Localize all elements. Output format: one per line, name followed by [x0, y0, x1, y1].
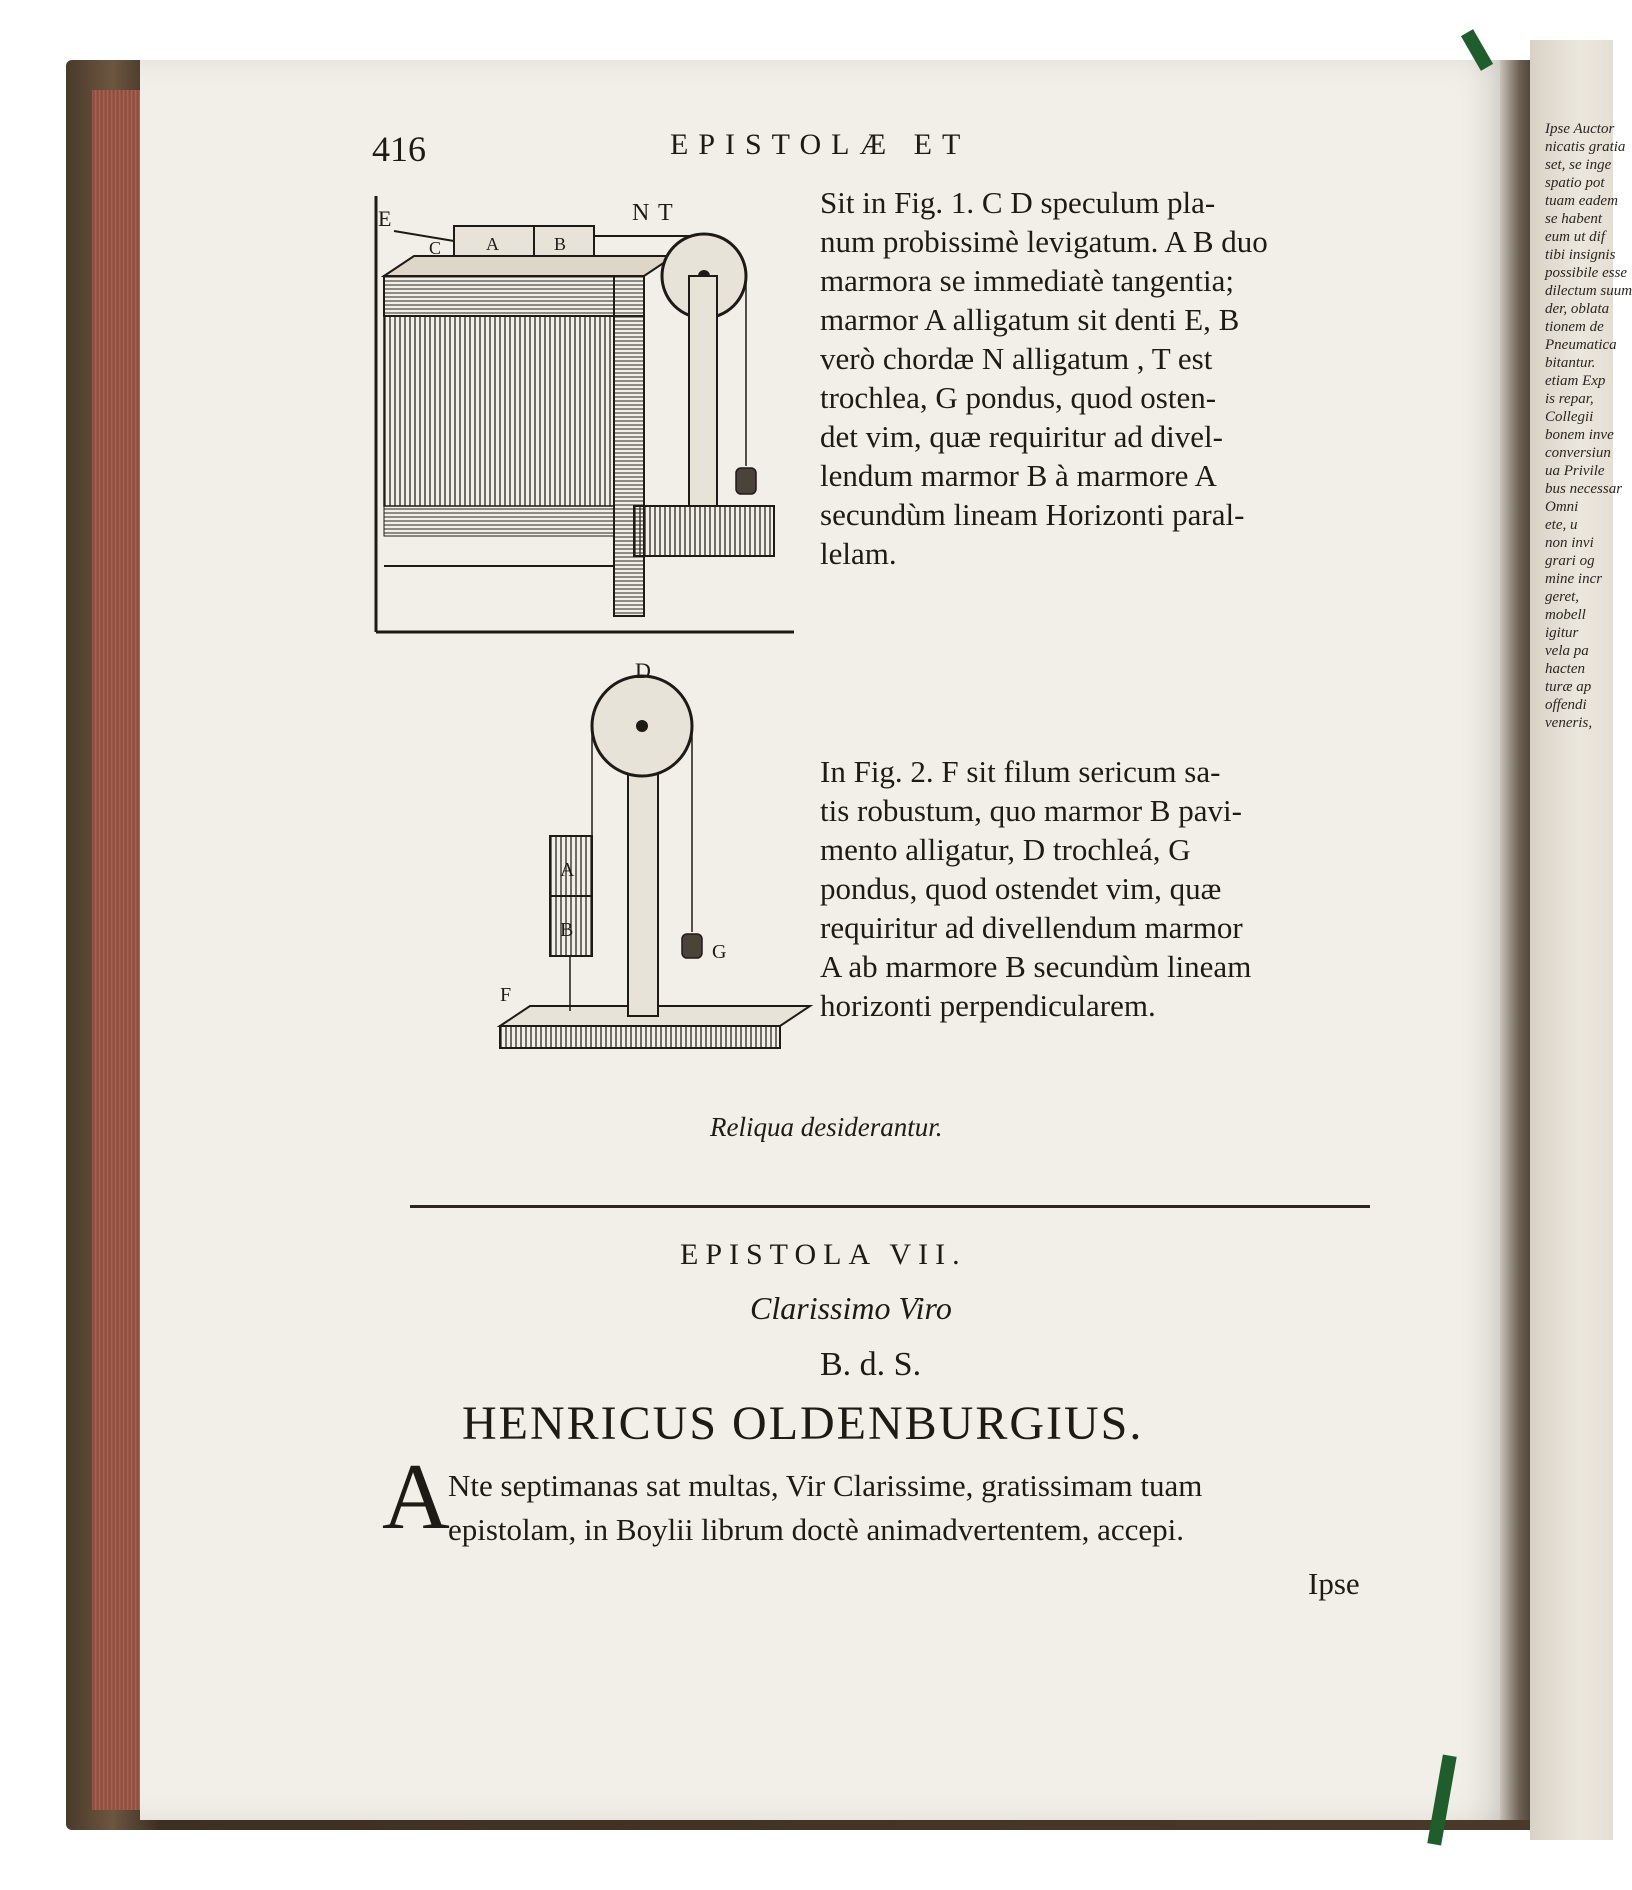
right-page-line: vela pa [1545, 643, 1589, 659]
right-page-line: tionem de [1545, 319, 1604, 335]
fig2-label-a: A [560, 859, 575, 881]
right-page-line: grari og [1545, 553, 1595, 569]
right-page-line: ete, u [1545, 517, 1578, 533]
right-page-line: se habent [1545, 211, 1603, 227]
letter-body [448, 1464, 1202, 1552]
fig1-line: marmora se immediatè tangentia; [820, 263, 1235, 298]
right-page-line: bonem inve [1545, 427, 1614, 443]
right-page-line: offendi [1545, 697, 1587, 713]
right-page-line: nicatis gratia [1545, 139, 1626, 155]
fig1-line: Sit in Fig. 1. C D speculum pla- [820, 185, 1216, 220]
right-page-line: tibi insignis [1545, 247, 1616, 263]
fig1-line: marmor A alligatum sit denti E, B [820, 302, 1240, 337]
reliqua-desiderantur: Reliqua desiderantur. [710, 1112, 943, 1142]
letter-sender: HENRICUS OLDENBURGIUS. [462, 1397, 1144, 1450]
right-page-line: bus necessar [1545, 481, 1623, 497]
fig1-label-c: C [429, 238, 442, 258]
fig1-label-e: E [378, 206, 392, 231]
right-page-line: geret, [1545, 589, 1580, 605]
right-page-text [1545, 120, 1632, 732]
right-page-line: Omni [1545, 499, 1579, 515]
right-page-line: conversiun [1545, 445, 1611, 461]
letter-recipient: B. d. S. [820, 1346, 922, 1383]
letter-salutation: Clarissimo Viro [750, 1290, 952, 1326]
fig1-line: secundùm lineam Horizonti paral- [820, 497, 1245, 532]
fig1-line: verò chordæ N alligatum , T est [820, 341, 1213, 376]
fig2-label-b: B [560, 919, 574, 941]
right-page-line: Collegii [1545, 409, 1594, 425]
right-page-line: possibile esse [1545, 265, 1628, 281]
right-page-line: ua Privile [1545, 463, 1605, 479]
fig2-line: In Fig. 2. F sit filum sericum sa- [820, 754, 1221, 789]
fig2-line: requiritur ad divellendum marmor [820, 910, 1243, 945]
fig1-line: trochlea, G pondus, quod osten- [820, 380, 1217, 415]
right-page-line: is repar, [1545, 391, 1594, 407]
right-page-line: hacten [1545, 661, 1585, 677]
right-page-line: spatio pot [1545, 175, 1605, 191]
letter-line: Nte septimanas sat multas, Vir Clarissime, gratissimam tuam [448, 1468, 1203, 1503]
fig1-label-b: B [554, 234, 567, 254]
fig2-line: A ab marmore B secundùm lineam [820, 949, 1252, 984]
right-page-line: eum ut dif [1545, 229, 1605, 245]
fig2-line: tis robustum, quo marmor B pavi- [820, 793, 1242, 828]
page-edges [92, 90, 142, 1810]
right-page-line: dilectum suum [1545, 283, 1632, 299]
fig2-line: pondus, quod ostendet vim, quæ [820, 871, 1222, 906]
right-page-line: tuam eadem [1545, 193, 1618, 209]
fig1-line: lendum marmor B à marmore A [820, 458, 1217, 493]
right-page-line: bitantur. [1545, 355, 1596, 371]
section-rule [410, 1205, 1370, 1208]
page-number: 416 [372, 129, 426, 169]
right-page-line: mine incr [1545, 571, 1603, 587]
running-title: EPISTOLÆ ET [670, 128, 971, 161]
fig1-line: det vim, quæ requiritur ad divel- [820, 419, 1223, 454]
letter-line: epistolam, in Boylii librum doctè animadvertentem, accepi. [448, 1512, 1185, 1547]
fig2-line: horizonti perpendicularem. [820, 988, 1156, 1023]
right-page-line: Ipse Auctor [1545, 121, 1615, 137]
fig1-line: lelam. [820, 536, 897, 571]
fig2-line: mento alligatur, D trochleá, G [820, 832, 1191, 867]
right-page-line: mobell [1545, 607, 1586, 623]
fig2-label-d: D [635, 658, 651, 683]
right-page-line: etiam Exp [1545, 373, 1606, 389]
fig1-line: num probissimè levigatum. A B duo [820, 224, 1268, 259]
fig1-label-n: N [632, 200, 650, 226]
right-page-line: set, se inge [1545, 157, 1612, 173]
right-page-line: non invi [1545, 535, 1594, 551]
catchword: Ipse [1308, 1566, 1360, 1601]
fig2-label-f: F [500, 984, 512, 1006]
fig2-label-g: G [712, 941, 727, 963]
letter-heading: EPISTOLA VII. [680, 1238, 967, 1271]
fig1-label-a: A [486, 234, 499, 254]
right-page-line: der, oblata [1545, 301, 1610, 317]
fig1-label-t: T [658, 200, 673, 226]
right-page-line: turæ ap [1545, 679, 1592, 695]
figure-2-woodcut [480, 658, 820, 1076]
right-page-line: veneris, [1545, 715, 1593, 731]
figure-1-description [820, 183, 1375, 573]
right-page-line: Pneumatica [1545, 337, 1617, 353]
figure-1-woodcut [374, 196, 814, 666]
figure-2-description [820, 752, 1375, 1025]
drop-cap: A [382, 1445, 450, 1549]
right-page-line: igitur [1545, 625, 1579, 641]
